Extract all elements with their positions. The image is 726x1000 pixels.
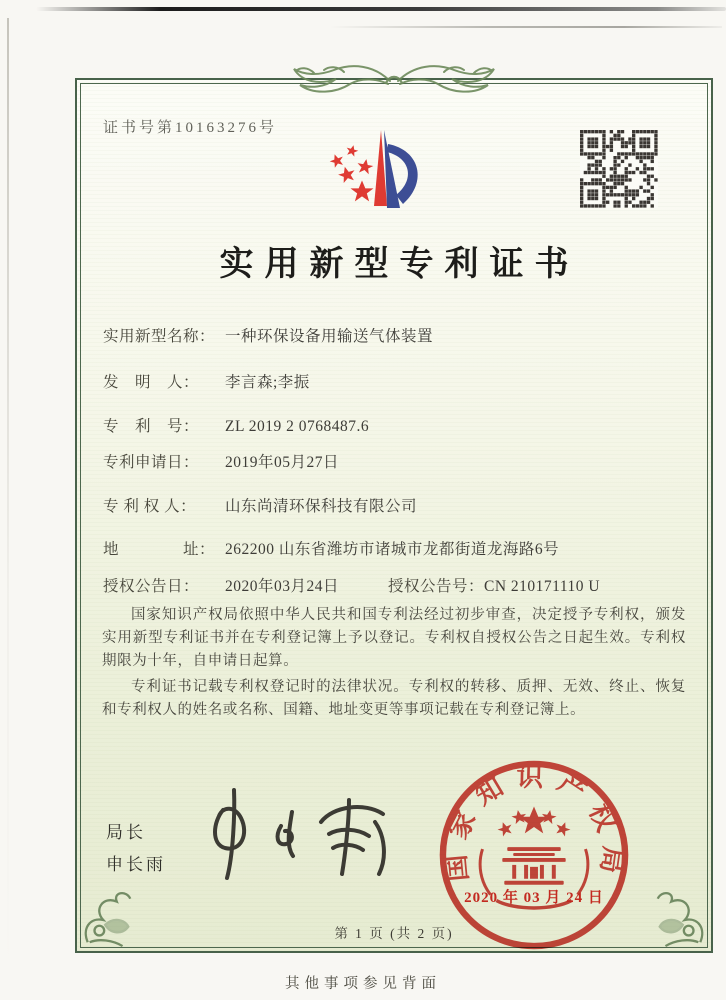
field-label: 专利申请日： — [103, 454, 200, 471]
scan-artifact-left-edge — [7, 18, 9, 970]
dragon-flourish-icon — [274, 57, 514, 103]
page-indicator: 第 1 页 (共 2 页) — [334, 926, 454, 941]
field-label: 地 址： — [103, 541, 216, 558]
field-row-inventor — [103, 370, 691, 392]
field-row-patent-number — [103, 414, 691, 436]
certificate-sheet — [75, 78, 713, 953]
cnipa-logo-icon — [310, 120, 430, 224]
field-label: 授权公告号： — [388, 578, 485, 595]
field-value: ZL 2019 2 0768487.6 — [225, 418, 370, 435]
footer-note: 其他事项参见背面 — [285, 976, 441, 992]
page-title: 实用新型专利证书 — [219, 246, 580, 283]
field-row-grant — [103, 574, 691, 596]
field-label: 发 明 人： — [103, 374, 200, 391]
field-value: 2020年03月24日 — [225, 578, 340, 595]
legal-paragraph-1: 国家知识产权局依照中华人民共和国专利法经过初步审查，决定授予专利权，颁发实用新型专利证书并在专利登记簿上予以登记。专利权自授权公告之日起生效。专利权期限为十年，自申请日起算。 — [102, 607, 686, 670]
scan-artifact-top-line-2 — [330, 26, 722, 28]
field-row-filing-date — [103, 450, 691, 472]
handwritten-signature — [189, 778, 419, 896]
qr-code-icon — [580, 130, 658, 208]
certificate-number: 证书号第10163276号 — [103, 120, 278, 136]
commissioner-title: 局长 — [106, 823, 146, 842]
field-grant-number — [388, 574, 600, 596]
field-row-utility-model-name — [103, 324, 691, 346]
field-row-address — [103, 537, 691, 559]
legal-paragraph-2: 专利证书记载专利权登记时的法律状况。专利权的转移、质押、无效、终止、恢复和专利权人的姓名或名称、国籍、地址变更等事项记载在专利登记簿上。 — [102, 678, 686, 718]
field-label: 专 利 号： — [103, 418, 200, 435]
scan-artifact-top-line — [36, 7, 726, 11]
commissioner-name: 申长雨 — [106, 855, 166, 874]
field-row-patentee — [103, 494, 691, 516]
field-label: 专 利 权 人： — [103, 498, 197, 515]
seal-date: 2020 年 03 月 24 日 — [464, 890, 604, 906]
field-value: 一种环保设备用输送气体装置 — [225, 328, 434, 345]
legal-text — [102, 604, 686, 724]
field-value: 262200 山东省潍坊市诸城市龙都街道龙海路6号 — [225, 541, 560, 558]
field-label: 授权公告日： — [103, 578, 200, 595]
field-label: 实用新型名称： — [103, 328, 216, 345]
field-value: 山东尚清环保科技有限公司 — [225, 498, 418, 515]
field-value: 李言森;李振 — [225, 374, 310, 391]
field-value: 2019年05月27日 — [225, 454, 340, 471]
field-value: CN 210171110 U — [484, 578, 601, 595]
seal-agency-text: 国家知识产权局 — [439, 761, 629, 888]
